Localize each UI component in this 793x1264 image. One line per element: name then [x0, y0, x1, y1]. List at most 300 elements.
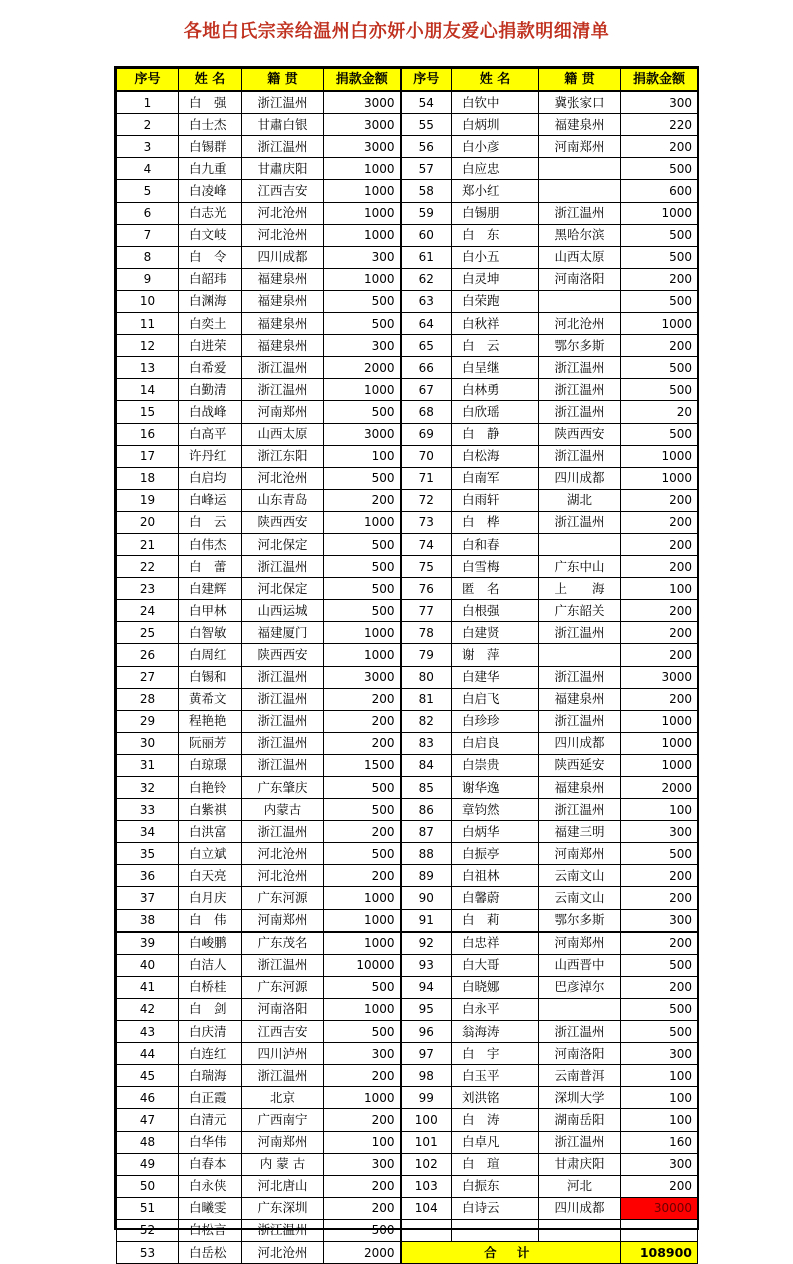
donation-amount: 1000	[324, 622, 401, 644]
donor-name: 白 静	[452, 423, 539, 445]
donor-name: 白钦中	[452, 91, 539, 114]
donor-place: 河北保定	[242, 578, 324, 600]
donor-place: 河南洛阳	[539, 268, 621, 290]
row-index: 19	[117, 489, 179, 511]
donation-amount: 200	[324, 865, 401, 887]
row-index: 88	[401, 843, 452, 865]
donation-amount: 200	[621, 865, 698, 887]
row-index: 69	[401, 423, 452, 445]
donor-name: 白建华	[452, 666, 539, 688]
donor-place: 云南文山	[539, 887, 621, 909]
donor-name: 白卓凡	[452, 1131, 539, 1153]
row-index: 55	[401, 114, 452, 136]
donor-place: 浙江温州	[242, 357, 324, 379]
donor-name: 白 令	[179, 246, 242, 268]
donation-amount: 1000	[621, 202, 698, 224]
row-index: 47	[117, 1109, 179, 1131]
donor-name: 谢 萍	[452, 644, 539, 666]
donor-place: 福建泉州	[242, 290, 324, 312]
donor-name: 白进荣	[179, 335, 242, 357]
row-index: 59	[401, 202, 452, 224]
donor-place: 广东韶关	[539, 600, 621, 622]
donation-amount: 200	[324, 1197, 401, 1219]
donor-place: 内 蒙 古	[242, 1153, 324, 1175]
row-index: 77	[401, 600, 452, 622]
donor-name: 白锡群	[179, 136, 242, 158]
donor-name: 白士杰	[179, 114, 242, 136]
donation-table	[116, 68, 698, 1264]
table-row	[117, 666, 698, 688]
row-index: 74	[401, 533, 452, 555]
donor-place: 浙江温州	[242, 821, 324, 843]
donor-place: 福建泉州	[539, 114, 621, 136]
donor-place: 河南郑州	[539, 843, 621, 865]
donor-place: 广东深圳	[242, 1197, 324, 1219]
donor-name: 匿 名	[452, 578, 539, 600]
donor-place: 浙江温州	[242, 1065, 324, 1087]
row-index: 3	[117, 136, 179, 158]
donor-place: 四川成都	[539, 732, 621, 754]
row-index: 81	[401, 688, 452, 710]
donor-place: 浙江温州	[242, 1219, 324, 1241]
table-row	[117, 578, 698, 600]
total-label: 合 计	[401, 1241, 621, 1263]
donor-name: 白春本	[179, 1153, 242, 1175]
donation-amount: 200	[621, 335, 698, 357]
donor-place: 山西太原	[539, 246, 621, 268]
row-index: 61	[401, 246, 452, 268]
donor-place: 福建泉州	[539, 777, 621, 799]
donation-amount: 200	[621, 976, 698, 998]
donor-name: 白崇贵	[452, 754, 539, 776]
table-row	[117, 489, 698, 511]
table-row	[117, 91, 698, 114]
row-index: 85	[401, 777, 452, 799]
donation-amount: 500	[324, 467, 401, 489]
row-index: 32	[117, 777, 179, 799]
row-index: 64	[401, 313, 452, 335]
donation-amount: 500	[621, 290, 698, 312]
donation-amount: 500	[621, 379, 698, 401]
donation-amount: 500	[621, 423, 698, 445]
donor-name: 白高平	[179, 423, 242, 445]
donor-name: 白月庆	[179, 887, 242, 909]
donor-place: 甘肅白银	[242, 114, 324, 136]
donation-amount: 200	[324, 821, 401, 843]
donor-place: 福建泉州	[539, 688, 621, 710]
donor-name: 白启良	[452, 732, 539, 754]
donation-amount: 200	[621, 644, 698, 666]
row-index: 83	[401, 732, 452, 754]
donor-name: 白振亭	[452, 843, 539, 865]
donation-amount: 3000	[324, 136, 401, 158]
table-row	[117, 246, 698, 268]
donor-place	[539, 180, 621, 202]
row-index: 71	[401, 467, 452, 489]
donor-name: 白呈继	[452, 357, 539, 379]
donor-name: 白启均	[179, 467, 242, 489]
donor-name: 白大哥	[452, 954, 539, 976]
donation-amount: 20	[621, 401, 698, 423]
donor-name: 白峻鹏	[179, 932, 242, 955]
donation-amount: 200	[621, 489, 698, 511]
donor-name: 白松言	[179, 1219, 242, 1241]
donation-amount: 500	[324, 556, 401, 578]
donor-place	[539, 533, 621, 555]
donor-name: 谢华逸	[452, 777, 539, 799]
donor-place: 福建厦门	[242, 622, 324, 644]
donor-name: 白祖林	[452, 865, 539, 887]
donation-table-container	[114, 66, 699, 1260]
donor-place: 黑哈尔滨	[539, 224, 621, 246]
row-index: 34	[117, 821, 179, 843]
donor-name: 白 东	[452, 224, 539, 246]
donor-place: 河南郑州	[242, 1131, 324, 1153]
donor-place: 浙江温州	[539, 445, 621, 467]
donor-place: 湖南岳阳	[539, 1109, 621, 1131]
donor-name: 白艳铃	[179, 777, 242, 799]
donor-name: 白战峰	[179, 401, 242, 423]
row-index: 37	[117, 887, 179, 909]
donation-amount: 3000	[621, 666, 698, 688]
donation-amount: 100	[621, 1065, 698, 1087]
donor-name: 白正霞	[179, 1087, 242, 1109]
donor-name: 白希爱	[179, 357, 242, 379]
donor-name: 白伟杰	[179, 533, 242, 555]
donation-amount: 100	[621, 1109, 698, 1131]
donor-name: 白根强	[452, 600, 539, 622]
donor-place: 浙江温州	[242, 136, 324, 158]
row-index: 76	[401, 578, 452, 600]
donation-amount: 500	[324, 1219, 401, 1241]
donor-place: 浙江温州	[539, 799, 621, 821]
donor-place: 江西吉安	[242, 1021, 324, 1043]
row-index: 6	[117, 202, 179, 224]
donor-name: 白文岐	[179, 224, 242, 246]
donor-place: 浙江温州	[539, 1021, 621, 1043]
donation-amount: 2000	[621, 777, 698, 799]
donor-name: 白和春	[452, 533, 539, 555]
row-index: 36	[117, 865, 179, 887]
donation-amount: 200	[324, 489, 401, 511]
donor-name: 白 云	[452, 335, 539, 357]
header-place-2: 籍 贯	[539, 69, 621, 92]
donor-place: 山东青岛	[242, 489, 324, 511]
donor-name: 白凌峰	[179, 180, 242, 202]
donor-place: 陕西西安	[242, 511, 324, 533]
donation-amount: 3000	[324, 423, 401, 445]
table-row	[117, 556, 698, 578]
table-row	[117, 1021, 698, 1043]
donor-place: 河北沧州	[242, 843, 324, 865]
donation-amount: 300	[621, 909, 698, 932]
donor-name: 白秋祥	[452, 313, 539, 335]
table-row	[117, 976, 698, 998]
donor-name: 白甲林	[179, 600, 242, 622]
donation-amount: 100	[324, 445, 401, 467]
donor-place: 浙江温州	[242, 379, 324, 401]
donor-place: 巴彦淖尔	[539, 976, 621, 998]
donation-amount: 200	[324, 1175, 401, 1197]
donor-place: 福建泉州	[242, 335, 324, 357]
donor-place: 河南洛阳	[539, 1043, 621, 1065]
table-row	[117, 1065, 698, 1087]
table-row	[117, 401, 698, 423]
donation-amount: 500	[621, 224, 698, 246]
donor-place: 四川成都	[539, 467, 621, 489]
donation-amount: 1000	[324, 224, 401, 246]
donor-name: 白锡和	[179, 666, 242, 688]
donation-amount: 300	[621, 821, 698, 843]
header-amount: 捐款金额	[324, 69, 401, 92]
donation-amount: 1000	[621, 754, 698, 776]
donor-place: 河北沧州	[242, 865, 324, 887]
donation-amount: 1000	[621, 445, 698, 467]
row-index: 73	[401, 511, 452, 533]
donor-name: 白志光	[179, 202, 242, 224]
row-index: 25	[117, 622, 179, 644]
table-row	[117, 732, 698, 754]
row-index: 12	[117, 335, 179, 357]
row-index: 78	[401, 622, 452, 644]
donation-amount: 1000	[324, 932, 401, 955]
row-index: 1	[117, 91, 179, 114]
donation-amount: 1000	[324, 379, 401, 401]
donation-amount: 500	[324, 799, 401, 821]
donor-place: 江西吉安	[242, 180, 324, 202]
row-index: 56	[401, 136, 452, 158]
table-row	[117, 865, 698, 887]
donor-name: 白九重	[179, 158, 242, 180]
row-index: 51	[117, 1197, 179, 1219]
donation-amount: 200	[621, 556, 698, 578]
row-index: 2	[117, 114, 179, 136]
donation-amount: 1000	[621, 467, 698, 489]
donation-amount: 200	[621, 600, 698, 622]
donor-name: 白峰运	[179, 489, 242, 511]
donor-place: 湖北	[539, 489, 621, 511]
donor-name: 白瑞海	[179, 1065, 242, 1087]
donor-place: 浙江温州	[242, 666, 324, 688]
donor-name: 白渊海	[179, 290, 242, 312]
row-index: 46	[117, 1087, 179, 1109]
donor-name: 阮丽芳	[179, 732, 242, 754]
donation-amount: 1000	[324, 998, 401, 1020]
table-row	[117, 1131, 698, 1153]
donor-place	[539, 644, 621, 666]
row-index: 10	[117, 290, 179, 312]
row-index: 31	[117, 754, 179, 776]
donor-name: 白欣瑶	[452, 401, 539, 423]
table-row	[117, 622, 698, 644]
donation-amount: 200	[324, 1065, 401, 1087]
table-row	[117, 180, 698, 202]
donor-place: 深圳大学	[539, 1087, 621, 1109]
donor-place	[539, 1219, 621, 1241]
donation-amount: 2000	[324, 1241, 401, 1263]
donor-place: 山西晋中	[539, 954, 621, 976]
row-index: 35	[117, 843, 179, 865]
table-row	[117, 1153, 698, 1175]
donor-name: 白林勇	[452, 379, 539, 401]
donor-name: 白岳松	[179, 1241, 242, 1263]
donor-name: 白玉平	[452, 1065, 539, 1087]
row-index: 79	[401, 644, 452, 666]
donor-name: 白洪富	[179, 821, 242, 843]
row-index: 95	[401, 998, 452, 1020]
row-index: 9	[117, 268, 179, 290]
donation-amount: 200	[621, 268, 698, 290]
header-row	[117, 69, 698, 92]
donor-name: 白 强	[179, 91, 242, 114]
donation-amount: 500	[324, 600, 401, 622]
donor-name: 白洁人	[179, 954, 242, 976]
table-row	[117, 467, 698, 489]
row-index: 97	[401, 1043, 452, 1065]
donor-place: 浙江温州	[242, 732, 324, 754]
donation-amount: 100	[324, 1131, 401, 1153]
donation-amount: 200	[621, 1175, 698, 1197]
donor-name: 白雪梅	[452, 556, 539, 578]
row-index: 26	[117, 644, 179, 666]
donation-amount: 1000	[324, 909, 401, 932]
donor-place: 河北沧州	[242, 1241, 324, 1263]
donation-amount: 1000	[324, 158, 401, 180]
row-index: 4	[117, 158, 179, 180]
donor-name: 白应忠	[452, 158, 539, 180]
row-index: 24	[117, 600, 179, 622]
table-row	[117, 202, 698, 224]
donation-amount: 30000	[621, 1197, 698, 1219]
donor-name: 白奕土	[179, 313, 242, 335]
row-index: 94	[401, 976, 452, 998]
donor-name: 白 莉	[452, 909, 539, 932]
row-index: 39	[117, 932, 179, 955]
donor-place: 广东肇庆	[242, 777, 324, 799]
table-row	[117, 423, 698, 445]
row-index: 93	[401, 954, 452, 976]
donor-place: 陕西西安	[242, 644, 324, 666]
donor-name: 白清元	[179, 1109, 242, 1131]
donor-place: 浙江温州	[242, 688, 324, 710]
donation-amount: 500	[621, 158, 698, 180]
donation-amount: 500	[324, 401, 401, 423]
donor-place: 河南郑州	[539, 932, 621, 955]
donation-amount: 200	[621, 136, 698, 158]
row-index: 99	[401, 1087, 452, 1109]
donor-name: 白启飞	[452, 688, 539, 710]
row-index: 101	[401, 1131, 452, 1153]
row-index: 54	[401, 91, 452, 114]
donation-amount: 200	[324, 1109, 401, 1131]
donor-name: 许丹红	[179, 445, 242, 467]
table-row	[117, 1197, 698, 1219]
donor-place: 鄂尔多斯	[539, 909, 621, 932]
donation-amount: 1000	[621, 313, 698, 335]
donor-place: 云南普洱	[539, 1065, 621, 1087]
donation-amount: 300	[621, 1153, 698, 1175]
donation-amount: 500	[621, 1021, 698, 1043]
donor-name: 白 剑	[179, 998, 242, 1020]
donation-amount: 2000	[324, 357, 401, 379]
donor-place: 浙江温州	[242, 91, 324, 114]
donation-amount	[621, 1219, 698, 1241]
donor-place: 山西运城	[242, 600, 324, 622]
donor-name: 白紫祺	[179, 799, 242, 821]
donor-place: 陕西延安	[539, 754, 621, 776]
row-index: 100	[401, 1109, 452, 1131]
donor-place: 河北沧州	[242, 224, 324, 246]
row-index: 30	[117, 732, 179, 754]
donor-name	[452, 1219, 539, 1241]
row-index: 49	[117, 1153, 179, 1175]
row-index: 23	[117, 578, 179, 600]
table-row	[117, 533, 698, 555]
donation-amount: 200	[621, 622, 698, 644]
donor-name: 白雨轩	[452, 489, 539, 511]
donation-amount: 500	[621, 357, 698, 379]
row-index: 66	[401, 357, 452, 379]
donation-amount: 1000	[324, 887, 401, 909]
table-row	[117, 335, 698, 357]
donor-name: 白永平	[452, 998, 539, 1020]
row-index: 11	[117, 313, 179, 335]
table-row	[117, 511, 698, 533]
row-index: 86	[401, 799, 452, 821]
donor-place: 河南郑州	[242, 401, 324, 423]
header-name-2: 姓 名	[452, 69, 539, 92]
donor-place: 福建三明	[539, 821, 621, 843]
donor-place: 浙江温州	[539, 1131, 621, 1153]
donation-amount: 500	[621, 843, 698, 865]
donor-name: 白建辉	[179, 578, 242, 600]
table-row	[117, 644, 698, 666]
row-index: 48	[117, 1131, 179, 1153]
donor-name: 白华伟	[179, 1131, 242, 1153]
donor-place: 浙江温州	[539, 622, 621, 644]
donor-place: 浙江温州	[539, 401, 621, 423]
row-index: 63	[401, 290, 452, 312]
row-index: 68	[401, 401, 452, 423]
donation-amount: 200	[324, 688, 401, 710]
donor-name: 白桥桂	[179, 976, 242, 998]
table-row	[117, 600, 698, 622]
donation-amount: 500	[324, 313, 401, 335]
row-index: 33	[117, 799, 179, 821]
donor-name: 白诗云	[452, 1197, 539, 1219]
donation-amount: 1000	[324, 1087, 401, 1109]
row-index: 98	[401, 1065, 452, 1087]
row-index: 5	[117, 180, 179, 202]
donation-amount: 1500	[324, 754, 401, 776]
table-row	[117, 887, 698, 909]
row-index: 17	[117, 445, 179, 467]
table-row	[117, 777, 698, 799]
table-row	[117, 136, 698, 158]
row-index: 7	[117, 224, 179, 246]
donor-name: 白 桦	[452, 511, 539, 533]
donor-name: 白 蕾	[179, 556, 242, 578]
donor-place: 四川泸州	[242, 1043, 324, 1065]
donor-name: 白炳圳	[452, 114, 539, 136]
row-index: 41	[117, 976, 179, 998]
donation-amount: 1000	[324, 202, 401, 224]
row-index: 84	[401, 754, 452, 776]
donor-name: 白周红	[179, 644, 242, 666]
row-index: 13	[117, 357, 179, 379]
donation-amount: 200	[621, 932, 698, 955]
donor-place: 浙江温州	[539, 357, 621, 379]
